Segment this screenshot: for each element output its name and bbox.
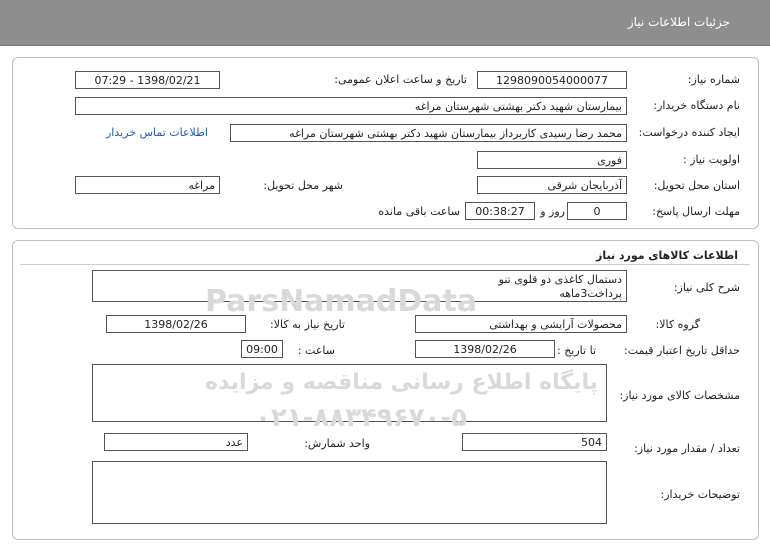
days-field: 0 — [567, 202, 627, 220]
watermark-line-1: پایگاه اطلاع رسانی مناقصه و مزایده — [205, 370, 598, 395]
specs-field — [92, 364, 607, 422]
days-word: روز و — [540, 205, 565, 218]
watermark-line-2: ۰۲۱-۸۸۳۴۹۶۷۰-۵ — [255, 403, 468, 433]
validity-time-field: 09:00 — [241, 340, 283, 358]
summary-label: شرح کلی نیاز: — [673, 281, 740, 294]
requester-field: محمد رضا رسیدی کاربرداز بیمارستان شهید دکتر بهشتی شهرستان مراغه — [230, 124, 627, 142]
time-left-field: 00:38:27 — [465, 202, 535, 220]
goods-section-title: اطلاعات کالاهای مورد نیاز — [596, 249, 738, 262]
deadline-label: مهلت ارسال پاسخ: — [652, 205, 740, 218]
priority-label: اولویت نیاز : — [682, 153, 740, 166]
summary-line-1: دستمال کاغذی دو قلوی تنو — [498, 273, 622, 286]
section-divider — [20, 264, 750, 265]
need-number-field: 1298090054000077 — [477, 71, 627, 89]
city-label: شهر محل تحویل: — [263, 179, 343, 192]
unit-field: عدد — [104, 433, 248, 451]
announce-datetime-label: تاریخ و ساعت اعلان عمومی: — [334, 73, 467, 86]
hour-label: ساعت : — [297, 344, 335, 357]
watermark-brand: ParsNamadData — [205, 284, 478, 319]
qty-label: تعداد / مقدار مورد نیاز: — [634, 442, 740, 455]
validity-date-field: 1398/02/26 — [415, 340, 555, 358]
buyer-contact-link[interactable]: اطلاعات تماس خریدار — [106, 126, 208, 139]
city-field: مراغه — [75, 176, 220, 194]
need-date-label: تاریخ نیاز به کالا: — [270, 318, 345, 331]
requester-label: ایجاد کننده درخواست: — [638, 126, 740, 139]
buyer-org-field: بیمارستان شهید دکتر بهشتی شهرستان مراغه — [75, 97, 627, 115]
need-number-label: شماره نیاز: — [687, 73, 740, 86]
summary-line-2: پرداخت3ماهه — [559, 287, 622, 300]
page-header — [0, 0, 770, 46]
buyer-notes-field — [92, 461, 607, 524]
announce-datetime-field: 1398/02/21 - 07:29 — [75, 71, 220, 89]
qty-field: 504 — [462, 433, 607, 451]
province-label: استان محل تحویل: — [653, 179, 740, 192]
validity-label: حداقل تاریخ اعتبار قیمت: — [624, 344, 740, 357]
time-left-word: ساعت باقی مانده — [378, 205, 460, 218]
page-title: جزئیات اطلاعات نیاز — [627, 15, 730, 29]
group-field: محصولات آرایشی و بهداشتی — [415, 315, 627, 333]
unit-label: واحد شمارش: — [304, 437, 370, 450]
buyer-org-label: نام دستگاه خریدار: — [653, 99, 740, 112]
specs-label: مشخصات کالای مورد نیاز: — [619, 389, 740, 402]
province-field: آذربایجان شرقی — [477, 176, 627, 194]
group-label: گروه کالا: — [655, 318, 700, 331]
buyer-notes-label: توضیحات خریدار: — [660, 488, 740, 501]
need-date-field: 1398/02/26 — [106, 315, 246, 333]
summary-field — [92, 270, 627, 302]
priority-field: فوری — [477, 151, 627, 169]
until-date-label: تا تاریخ : — [557, 344, 596, 357]
